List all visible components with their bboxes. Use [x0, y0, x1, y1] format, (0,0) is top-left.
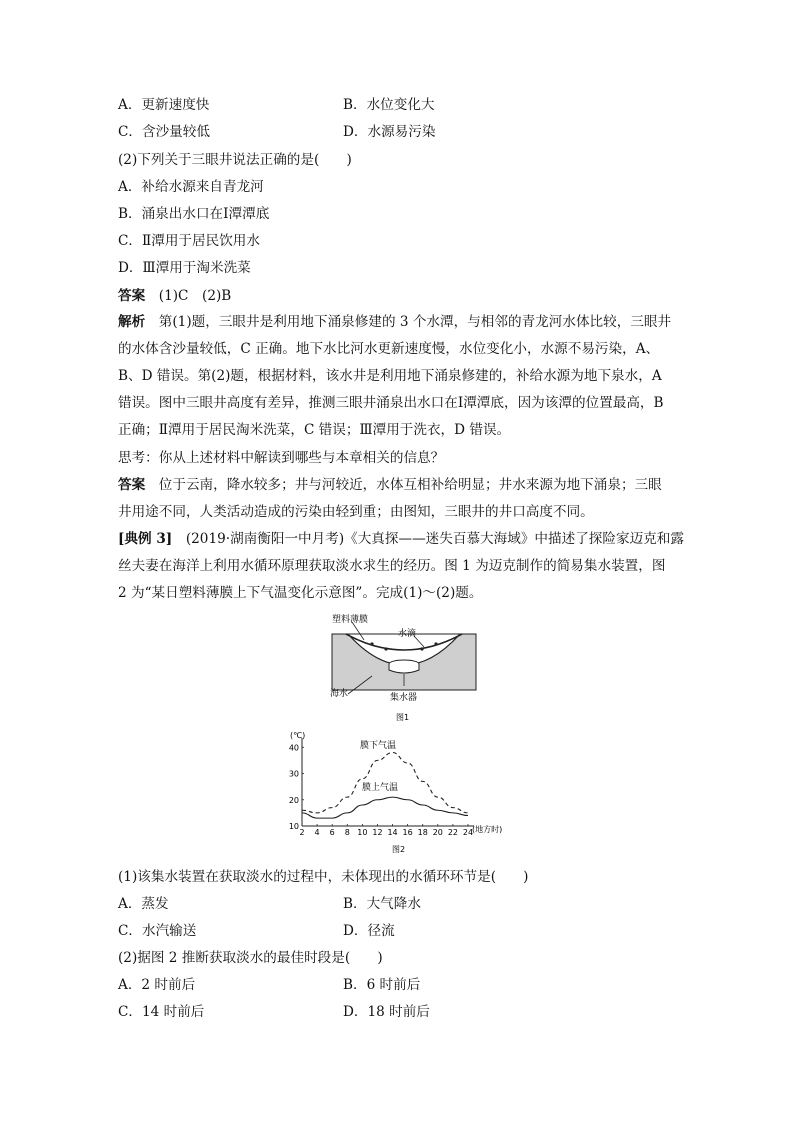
analysis-text-1: 第(1)题，三眼井是利用地下涌泉修建的 3 个水潭，与相邻的青龙河水体比较，三眼井	[158, 314, 672, 330]
answer-line	[118, 286, 231, 306]
option-a: A．更新速度快	[118, 97, 210, 113]
answer2-line-1	[118, 475, 662, 495]
example-line-3: 2 为“某日塑料薄膜上下气温变化示意图”。完成(1)～(2)题。	[118, 585, 483, 601]
q4-option-b: B．6 时前后	[343, 977, 421, 993]
x-axis-unit: (地方时)	[472, 825, 503, 834]
x-tick-label: 10	[357, 828, 368, 837]
analysis-line-4: 错误。图中三眼井高度有差异，推测三眼井涌泉出水口在Ⅰ潭潭底，因为该潭的位置最高，B	[118, 395, 664, 411]
think-question: 思考：你从上述材料中解读到哪些与本章相关的信息？	[118, 450, 445, 466]
y-tick-label: 10	[288, 822, 299, 831]
analysis-line-5: 正确；Ⅱ潭用于居民淘米洗菜，C 错误；Ⅲ潭用于洗衣，D 错误。	[118, 422, 511, 438]
q4-option-a: A．2 时前后	[118, 977, 196, 993]
x-tick-label: 6	[329, 828, 335, 837]
legend-under-film: 膜下气温	[360, 741, 397, 751]
analysis-line-2: 的水体含沙量较低，C 正确。地下水比河水更新速度慢，水位变化小，水源不易污染，A、	[118, 341, 660, 357]
water-drop	[384, 647, 387, 650]
legend-above-film: 膜上气温	[362, 783, 399, 793]
question-2-stem: (2)下列关于三眼井说法正确的是( )	[118, 152, 352, 168]
label-water-drop: 水滴	[398, 629, 417, 639]
water-drop	[420, 647, 423, 650]
x-tick-label: 16	[402, 828, 413, 837]
example-line-2: 丝夫妻在海洋上利用水循环原理获取淡水求生的经历。图 1 为迈克制作的简易集水装置，图	[118, 558, 666, 574]
q3-stem: (1)该集水装置在获取淡水的过程中，未体现出的水循环环节是( )	[118, 869, 529, 885]
figure-2-caption: 图2	[392, 845, 406, 854]
answer2-line-2: 井用途不同，人类活动造成的污染由轻到重；由图知，三眼井的井口高度不同。	[118, 504, 594, 520]
option-c: C．含沙量较低	[118, 124, 210, 140]
q3-option-c: C．水汽输送	[118, 923, 197, 939]
q2-option-c: C．Ⅱ潭用于居民饮用水	[118, 233, 260, 249]
x-tick-label: 22	[447, 828, 459, 837]
y-tick-label: 30	[288, 769, 299, 779]
label-plastic-film: 塑料薄膜	[332, 615, 369, 625]
figure-2-temperature-chart	[276, 728, 516, 856]
collector-body	[389, 664, 419, 673]
y-tick-label: 20	[288, 795, 299, 805]
analysis-line-1	[118, 312, 671, 332]
label-collector: 集水器	[390, 693, 418, 703]
option-b: B．水位变化大	[343, 97, 435, 113]
example-tag: [典例 3]	[118, 531, 173, 547]
answer-text: (1)C (2)B	[158, 288, 232, 304]
label-seawater: 海水	[330, 689, 349, 699]
q3-option-a: A．蒸发	[118, 896, 169, 912]
water-drop	[434, 642, 437, 645]
figure-1-collector-diagram	[328, 614, 480, 726]
figure-1-caption: 图1	[396, 713, 410, 722]
x-tick-label: 20	[432, 828, 443, 837]
q2-option-d: D．Ⅲ潭用于淘米洗菜	[118, 260, 251, 276]
q4-stem: (2)据图 2 推断获取淡水的最佳时段是( )	[118, 950, 383, 966]
answer2-text-1: 位于云南，降水较多；井与河较近，水体互相补给明显；井水来源为地下涌泉；三眼	[158, 477, 662, 493]
example-source: (2019·湖南衡阳一中月考)	[185, 531, 345, 547]
x-tick-label: 2	[299, 828, 305, 837]
q3-option-d: D．径流	[343, 923, 395, 939]
water-drop	[370, 642, 373, 645]
analysis-label: 解析	[118, 314, 146, 330]
x-tick-label: 4	[314, 828, 320, 837]
x-tick-label: 8	[344, 828, 350, 837]
y-axis-unit: (℃)	[290, 731, 306, 740]
analysis-line-3: B、D 错误。第(2)题，根据材料，该水井是利用地下涌泉修建的，补给水源为地下泉水，A	[118, 368, 662, 384]
option-d: D．水源易污染	[343, 124, 436, 140]
x-tick-label: 18	[417, 828, 428, 837]
answer2-label: 答案	[118, 477, 146, 493]
y-tick-label: 40	[288, 743, 299, 753]
q2-option-a: A．补给水源来自青龙河	[118, 179, 264, 195]
q4-option-c: C．14 时前后	[118, 1004, 205, 1020]
example-line-1	[118, 529, 684, 549]
q3-option-b: B．大气降水	[343, 896, 421, 912]
q2-option-b: B．涌泉出水口在Ⅰ潭潭底	[118, 206, 270, 222]
x-tick-label: 24	[462, 828, 474, 837]
example-text-1: 《大真探——迷失百慕大海域》中描述了探险家迈克和露	[344, 531, 684, 547]
x-tick-label: 12	[372, 828, 383, 837]
q4-option-d: D．18 时前后	[343, 1004, 430, 1020]
x-tick-label: 14	[387, 828, 398, 837]
answer-label: 答案	[118, 288, 146, 304]
